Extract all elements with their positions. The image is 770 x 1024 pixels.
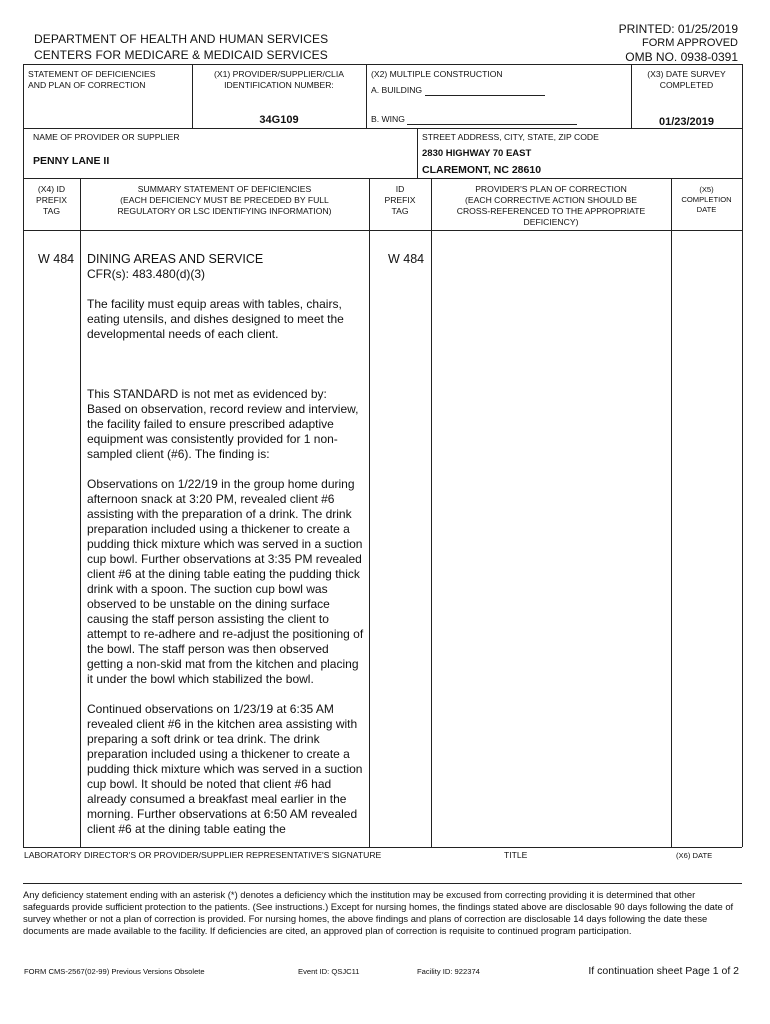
left-tag: W 484 [38, 252, 75, 266]
x5-header: (X5) COMPLETION DATE [681, 185, 732, 214]
x2-wing: B. WING [371, 114, 577, 125]
x2-building: A. BUILDING [371, 85, 545, 96]
paragraph: Observations on 1/22/19 in the group home during afternoon snack at 3:20 PM, revealed client #6 assisting with the preparation of a drink. The drink preparation included using a thickener to create a pudding thick mixture which was served in a suction cup bowl. Further observations at 3:35 PM revealed client #6 at the dining table eating the pudding thick drink with a spoon. The suction cup bowl was observed to be unstable on the dining surface causing the staff person assisting the client to attempt to re-adhere and re-adjust the positioning of the bowl. The staff person was then observed getting a non-skid mat from the kitchen and placing it under the bowl which stabilized the bowl. [87, 477, 364, 686]
signature-label: LABORATORY DIRECTOR'S OR PROVIDER/SUPPLIER REPRESENTATIVE'S SIGNATURE [24, 850, 382, 860]
right-tag: W 484 [388, 252, 425, 266]
survey-completed-date: 01/23/2019 [658, 116, 715, 128]
provider-name: PENNY LANE II [33, 155, 110, 167]
omb-number: OMB NO. 0938-0391 [625, 50, 738, 64]
agency-line-2: CENTERS FOR MEDICARE & MEDICAID SERVICES [34, 48, 328, 62]
printed-date: PRINTED: 01/25/2019 [618, 22, 738, 36]
deficiency-text [87, 252, 365, 844]
x6-date-label: (X6) DATE [676, 851, 713, 860]
x3-label: (X3) DATE SURVEY COMPLETED [647, 69, 726, 90]
x4-header: (X4) ID PREFIX TAG [35, 184, 68, 216]
event-id: Event ID: QSJC11 [298, 967, 360, 976]
form-approved: FORM APPROVED [642, 37, 738, 49]
paragraph: Continued observations on 1/23/19 at 6:35 AM revealed client #6 in the kitchen area assisting with preparing a soft drink or tea drink. The drink preparation included using a thickener to create a pudding thick mixture which was served in a suction cup bowl. It should be noted that client #6 had already consumed a breakfast meal earlier in the morning. Further observations at 6:50 AM revealed client #6 at the dining table eating the [87, 702, 363, 836]
statement-label: STATEMENT OF DEFICIENCIES AND PLAN OF CORRECTION [28, 69, 156, 90]
address-label: STREET ADDRESS, CITY, STATE, ZIP CODE [422, 132, 599, 142]
footnote: Any deficiency statement ending with an asterisk (*) denotes a deficiency which the institution may be excused from correcting providing it is determined that other safeguards provide sufficient protection to the patients. (See instructions.) Except for nursing homes, the findings stated above are disclosable 90 days following the date of survey whether or not a plan of correction is provided. For nursing homes, the above findings and plans of correction are disclosable 14 days following the date these documents are made available to the facility. If deficiencies are cited, an approved plan of correction is requisite to continued program participation. [23, 889, 734, 936]
x1-label: (X1) PROVIDER/SUPPLIER/CLIA IDENTIFICATION NUMBER: [214, 69, 344, 90]
paragraph: The facility must equip areas with tables, chairs, eating utensils, and dishes designed to meet the developmental needs of each client. [87, 297, 344, 341]
deficiency-title: DINING AREAS AND SERVICE [87, 252, 264, 266]
x2-label: (X2) MULTIPLE CONSTRUCTION [371, 69, 503, 79]
agency-line-1: DEPARTMENT OF HEALTH AND HUMAN SERVICES [34, 32, 329, 46]
header-right [619, 22, 738, 64]
provider-name-label: NAME OF PROVIDER OR SUPPLIER [33, 132, 180, 142]
plan-header: PROVIDER'S PLAN OF CORRECTION (EACH CORRECTIVE ACTION SHOULD BE CROSS-REFERENCED TO THE APPROPRIATE DEFICIENCY) [456, 184, 646, 227]
facility-id: Facility ID: 922374 [417, 967, 480, 976]
paragraph: This STANDARD is not met as evidenced by: Based on observation, record review and interview, the facility failed to ensure prescribed adaptive equipment was consistently provided for 1 non-sampled client (#6). The finding is: [87, 387, 359, 461]
address-line-2: CLAREMONT, NC 28610 [422, 164, 542, 176]
form-id: FORM CMS-2567(02-99) Previous Versions Obsolete [24, 967, 205, 976]
deficiency-cfr: CFR(s): 483.480(d)(3) [87, 267, 206, 281]
id-prefix-header: ID PREFIX TAG [384, 184, 416, 216]
provider-id: 34G109 [259, 114, 299, 126]
title-label: TITLE [504, 850, 528, 860]
page-number: If continuation sheet Page 1 of 2 [588, 965, 739, 977]
address-line-1: 2830 HIGHWAY 70 EAST [422, 148, 532, 159]
summary-header: SUMMARY STATEMENT OF DEFICIENCIES (EACH DEFICIENCY MUST BE PRECEDED BY FULL REGULATORY OR LSC IDENTIFYING INFORMATION) [117, 184, 332, 216]
